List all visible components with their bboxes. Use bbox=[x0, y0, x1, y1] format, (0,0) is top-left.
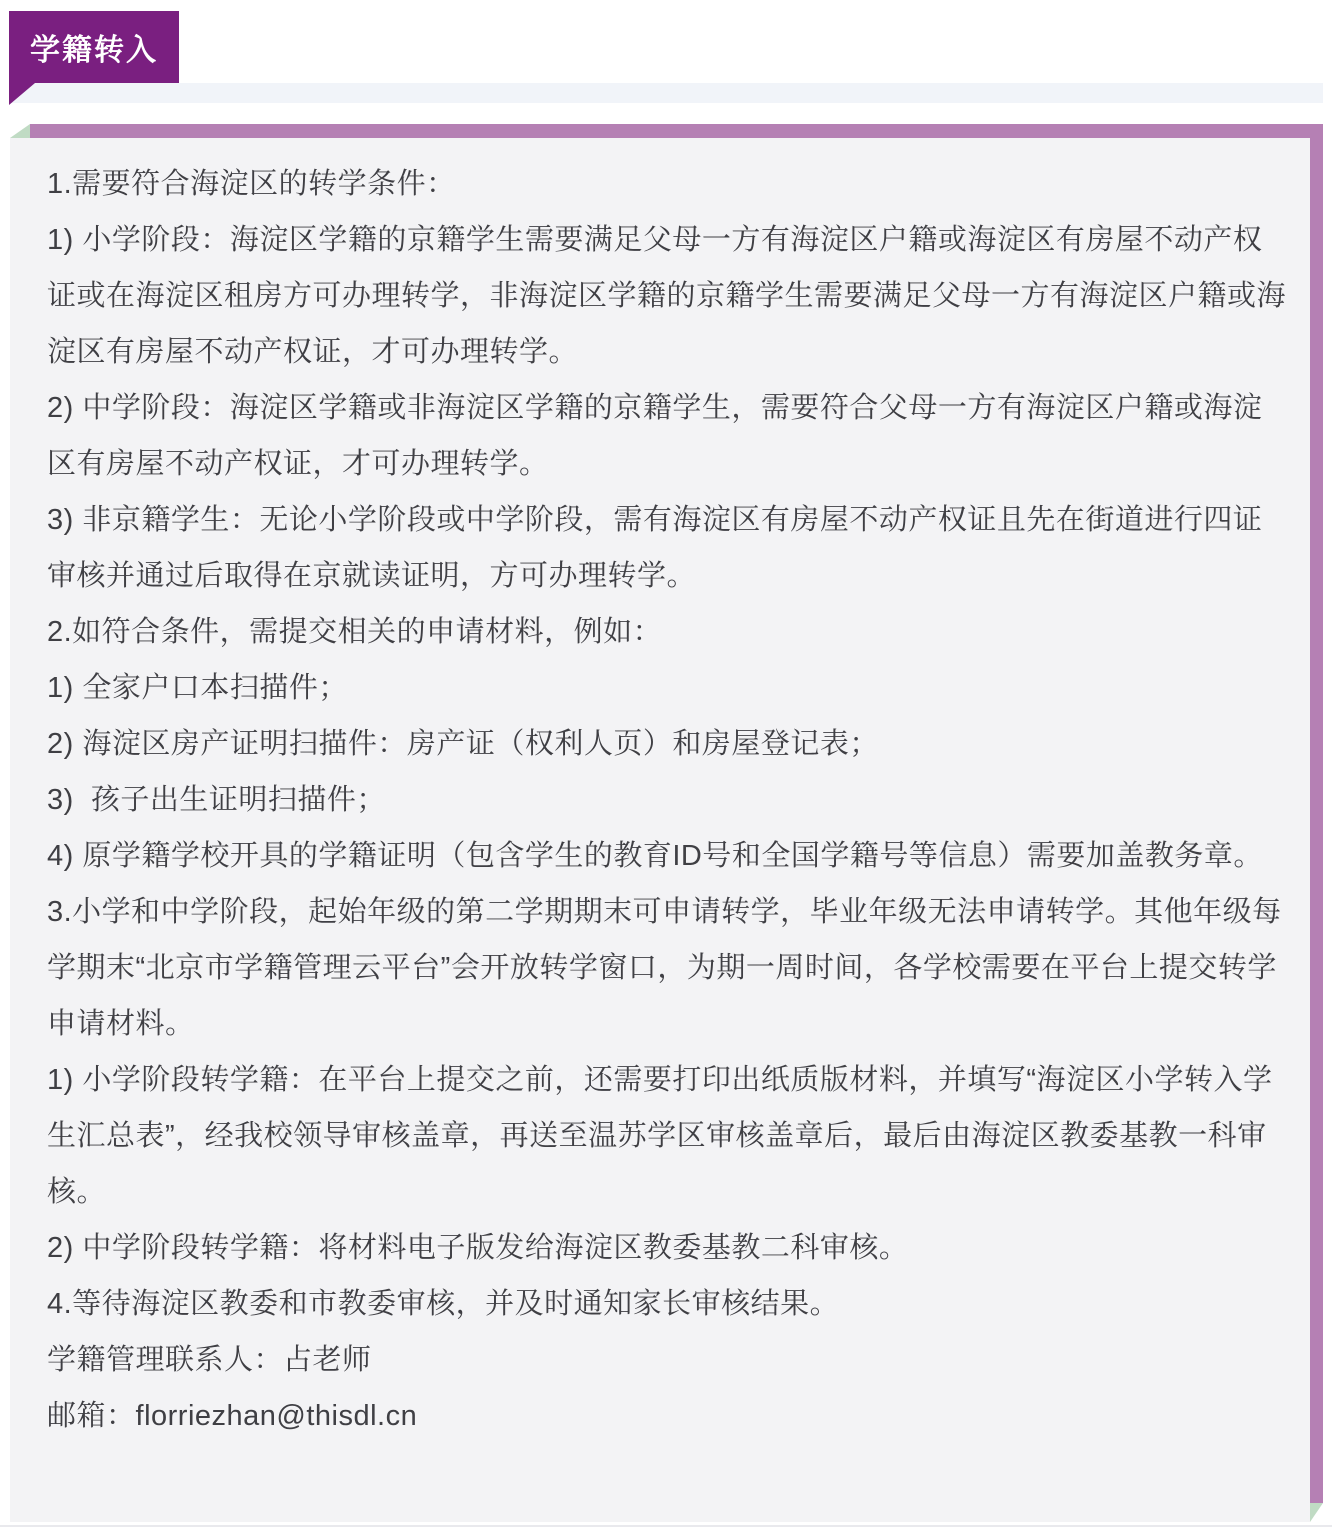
paragraph: 1) 全家户口本扫描件； bbox=[47, 672, 348, 704]
paragraph: 1) 小学阶段转学籍：在平台上提交之前，还需要打印出纸质版材料，并填写“海淀区小学转入学生汇总表”，经我校领导审核盖章，再送至温苏学区审核盖章后，最后由海淀区教委基教一科审核。 bbox=[47, 1064, 1273, 1208]
tab-fold-decoration bbox=[9, 83, 35, 105]
contact-person-name: 占老师 bbox=[283, 1344, 372, 1376]
paragraph: 3.小学和中学阶段，起始年级的第二学期期末可申请转学，毕业年级无法申请转学。其他年级每学期末“北京市学籍管理云平台”会开放转学窗口，为期一周时间，各学校需要在平台上提交转学申请材料。 bbox=[47, 896, 1282, 1040]
contact-person-line bbox=[47, 1332, 1290, 1388]
section-tab-label: 学籍转入 bbox=[30, 34, 158, 67]
fold-corner-bottom-right bbox=[1310, 1503, 1323, 1522]
paragraph: 2) 海淀区房产证明扫描件：房产证（权利人页）和房屋登记表； bbox=[47, 728, 879, 760]
content-card bbox=[10, 138, 1310, 1522]
fold-corner-top-left bbox=[10, 124, 30, 138]
section-tab bbox=[9, 11, 179, 83]
paragraph: 4) 原学籍学校开具的学籍证明（包含学生的教育ID号和全国学籍号等信息）需要加盖教务章。 bbox=[47, 840, 1263, 872]
contact-email-label: 邮箱： bbox=[47, 1400, 136, 1432]
contact-email-address: florriezhan@thisdl.cn bbox=[135, 1400, 418, 1432]
paragraph: 4.等待海淀区教委和市教委审核，并及时通知家长审核结果。 bbox=[47, 1288, 840, 1320]
header-band bbox=[9, 83, 1323, 103]
paragraph: 3) 非京籍学生：无论小学阶段或中学阶段，需有海淀区有房屋不动产权证且先在街道进行四证审核并通过后取得在京就读证明，方可办理转学。 bbox=[47, 504, 1263, 592]
paragraph: 3) 孩子出生证明扫描件； bbox=[47, 784, 386, 816]
paragraph: 1) 小学阶段：海淀区学籍的京籍学生需要满足父母一方有海淀区户籍或海淀区有房屋不动产权证或在海淀区租房方可办理转学，非海淀区学籍的京籍学生需要满足父母一方有海淀区户籍或海淀区有房屋不动产权证，才可办理转学。 bbox=[47, 224, 1287, 368]
paragraph: 2) 中学阶段转学籍：将材料电子版发给海淀区教委基教二科审核。 bbox=[47, 1232, 909, 1264]
body-paragraphs bbox=[47, 156, 1290, 1332]
paragraph: 1.需要符合海淀区的转学条件： bbox=[47, 168, 456, 200]
paragraph: 2.如符合条件，需提交相关的申请材料，例如： bbox=[47, 616, 663, 648]
contact-email-line bbox=[47, 1388, 1290, 1444]
frame-top-bar bbox=[30, 124, 1323, 138]
contact-person-label: 学籍管理联系人： bbox=[47, 1344, 284, 1376]
frame-right-bar bbox=[1310, 124, 1323, 1503]
bottom-divider bbox=[0, 1525, 1332, 1527]
paragraph: 2) 中学阶段：海淀区学籍或非海淀区学籍的京籍学生，需要符合父母一方有海淀区户籍或海淀区有房屋不动产权证，才可办理转学。 bbox=[47, 392, 1263, 480]
